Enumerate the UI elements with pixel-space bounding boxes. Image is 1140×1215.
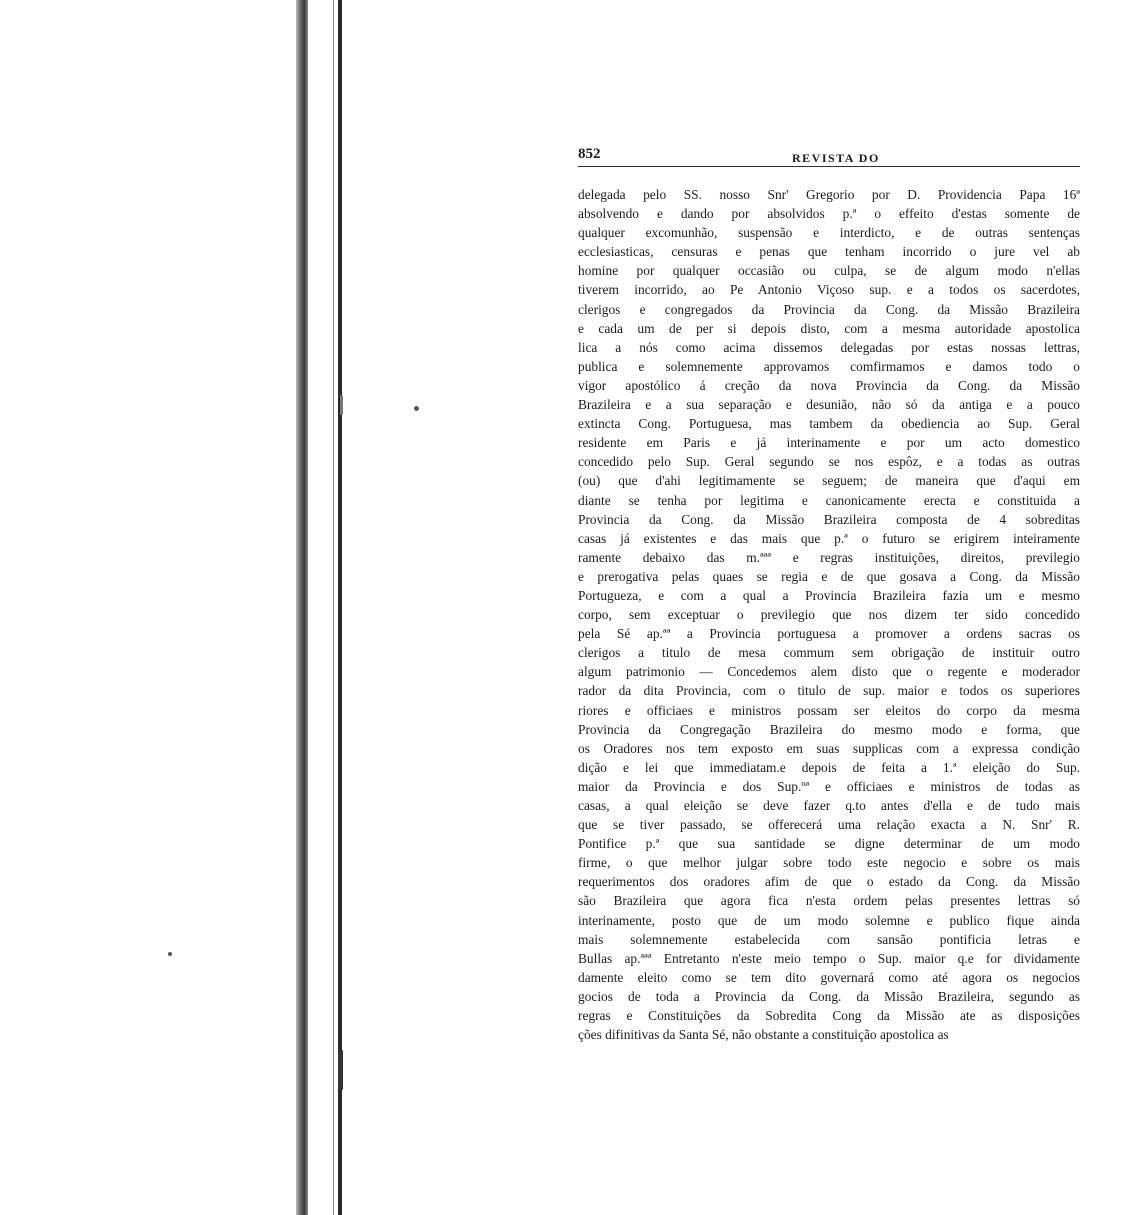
text-line: Provincia da Congregação Brazileira do mesmo modo e forma, que — [578, 721, 1080, 737]
running-head: REVISTA DO — [792, 151, 880, 165]
text-line: gocios de toda a Provincia da Cong. da Missão Brazileira, segundo as — [578, 988, 1080, 1004]
text-line: corpo, sem exceptuar o previlegio que nos dizem ter sido concedido — [578, 607, 1080, 623]
text-line: vigor apostólico á creção da nova Provincia da Cong. da Missão — [578, 377, 1080, 393]
text-line: damente eleito como se tem dito governará como até agora os negocios — [578, 969, 1080, 985]
page-edge-line — [333, 0, 334, 1215]
text-line: Portugueza, e com a qual a Provincia Brazileira fazia um e mesmo — [578, 587, 1080, 603]
paper-speck — [168, 952, 172, 956]
text-line: publica e solemnemente approvamos comfirmamos e damos todo o — [578, 358, 1080, 374]
text-line: residente em Paris e já interinamente e por um acto domestico — [578, 435, 1080, 451]
paper-speck — [340, 395, 343, 415]
text-line: Bullas ap.ªªª Entretanto n'este meio tempo o Sup. maior q.e for dividamente — [578, 950, 1080, 966]
page-edge-line — [338, 0, 342, 1215]
text-line: casas, a qual eleição se deve fazer q.to antes d'ella e de tudo mais — [578, 798, 1080, 813]
text-line: delegada pelo SS. nosso Snr' Gregorio por D. Providencia Papa 16ª — [578, 187, 1080, 202]
text-line: casas já existentes e das mais que p.ª o futuro se erigirem inteiramente — [578, 530, 1080, 546]
book-gutter-shadow — [296, 0, 308, 1215]
text-line: mais solemnemente estabelecida com sansão pontificia letras e — [578, 931, 1080, 947]
text-line: homine por qualquer occasião ou culpa, se de algum modo n'ellas — [578, 263, 1080, 279]
paper-speck — [414, 406, 419, 411]
text-line: requerimentos dos oradores afim de que o estado da Cong. da Missão — [578, 874, 1080, 890]
text-line: interinamente, posto que de um modo solemne e publico fique ainda — [578, 912, 1080, 928]
text-line: ções difinitivas da Santa Sé, não obstante a constituição apostolica as — [578, 1027, 949, 1043]
text-line: riores e officiaes e ministros possam ser eleitos do corpo da mesma — [578, 702, 1080, 718]
text-line: são Brazileira que agora fica n'esta ordem pelas presentes lettras só — [578, 893, 1080, 909]
text-line: qualquer excomunhão, suspensão e interdicto, e de outras sentenças — [578, 225, 1080, 241]
text-line: tiverem incorrido, ao Pe Antonio Viçoso sup. e a todos os sacerdotes, — [578, 282, 1080, 298]
text-line: ramente debaixo das m.ªªª e regras instituições, direitos, previlegio — [578, 549, 1080, 565]
text-line: (ou) que d'ahi legitimamente se seguem; de maneira que d'aqui em — [578, 473, 1080, 489]
text-line: Provincia da Cong. da Missão Brazileira composta de 4 sobreditas — [578, 511, 1080, 527]
book-page — [578, 140, 1080, 1044]
text-line: lica a nós como acima dissemos delegadas por estas nossas lettras, — [578, 339, 1080, 355]
text-line: concedido pelo Sup. Geral segundo se nos espôz, e a todas as outras — [578, 454, 1080, 470]
text-line: diante se tenha por legitima e canonicamente erecta e constituida a — [578, 492, 1080, 508]
text-line: e prerogativa pelas quaes se regia e de que gosava a Cong. da Missão — [578, 568, 1080, 584]
text-line: Pontifice p.ª que sua santidade se digne determinar de um modo — [578, 836, 1080, 852]
body-text — [578, 185, 1080, 1044]
text-line: clerigos e congregados da Provincia da Cong. da Missão Brazileira — [578, 301, 1080, 317]
text-line: ecclesiasticas, censuras e penas que tenham incorrido o jure vel ab — [578, 244, 1080, 260]
text-line: rador da dita Provincia, com o titulo de sup. maior e todos os superiores — [578, 683, 1080, 699]
text-line: clerigos a titulo de mesa commum sem obrigação de instituir outro — [578, 645, 1080, 661]
text-line: pela Sé ap.ªª a Provincia portuguesa a promover a ordens sacras os — [578, 626, 1080, 642]
page-header — [578, 140, 1080, 167]
text-line: maior da Provincia e dos Sup.ºª e officiaes e ministros de todas as — [578, 778, 1080, 794]
text-line: dição e lei que immediatam.e depois de feita a 1.ª eleição do Sup. — [578, 759, 1080, 775]
text-line: que se tiver passado, se offerecerá uma relação exacta a N. Snr' R. — [578, 817, 1080, 833]
text-line: firme, o que melhor julgar sobre todo este negocio e sobre os mais — [578, 855, 1080, 871]
text-line: os Oradores nos tem exposto em suas supplicas com a expressa condição — [578, 740, 1080, 756]
text-line: absolvendo e dando por absolvidos p.ª o effeito d'estas somente de — [578, 206, 1080, 222]
paper-speck — [338, 1050, 343, 1090]
text-line: e cada um de per si depois disto, com a mesma autoridade apostolica — [578, 320, 1080, 336]
text-line: algum patrimonio — Concedemos alem disto que o regente e moderador — [578, 664, 1080, 680]
page-number: 852 — [578, 146, 601, 162]
text-line: regras e Constituições da Sobredita Cong da Missão ate as disposições — [578, 1008, 1080, 1024]
text-line: extincta Cong. Portuguesa, mas tambem da obediencia ao Sup. Geral — [578, 416, 1080, 432]
text-line: Brazileira e a sua separação e desunião, não só da antiga e a pouco — [578, 397, 1080, 413]
